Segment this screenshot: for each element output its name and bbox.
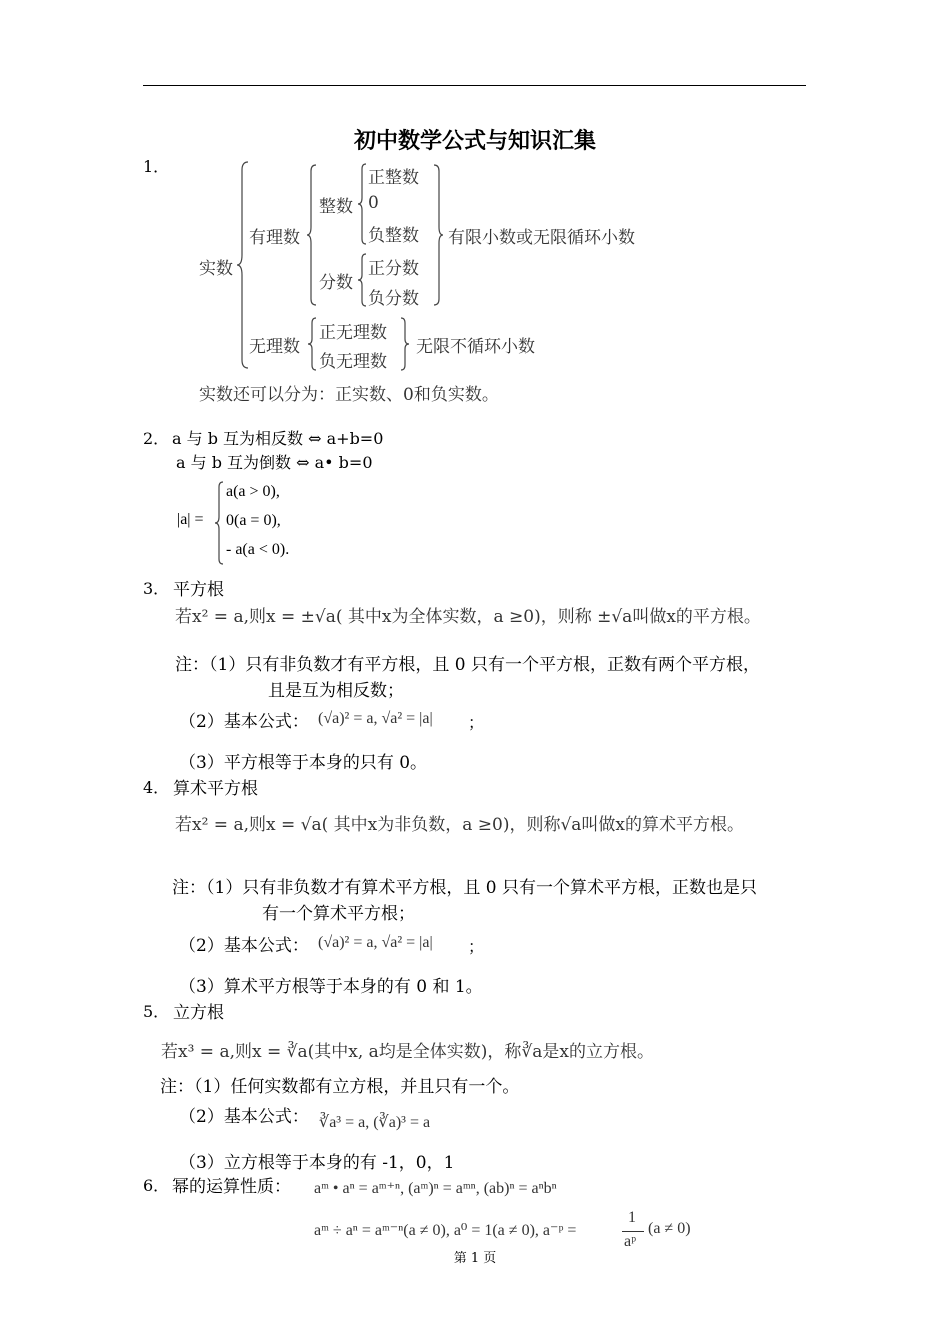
section-6-number: 6． (143, 1176, 170, 1195)
opposite-number-rule: a 与 b 互为相反数 ⇔ a+b=0 (172, 429, 384, 448)
section-3-heading: 平方根 (173, 580, 224, 600)
label-zero: 0 (368, 193, 379, 213)
square-root-definition: 若x² = a,则x = ±√a( 其中x为全体实数，a ≥0)，则称 ±√a叫做x的平方根。 (175, 607, 761, 627)
section-5-heading: 立方根 (173, 1003, 224, 1023)
arithmetic-root-note-1: 注：（1）只有非负数才有算术平方根，且 0 只有一个算术平方根，正数也是只 (172, 878, 757, 898)
power-rules-fraction-bar (622, 1231, 644, 1232)
power-rules-line-2: aᵐ ÷ aⁿ = aᵐ⁻ⁿ(a ≠ 0), a⁰ = 1(a ≠ 0), a⁻ᵖ = (314, 1222, 577, 1239)
section-6-heading: 幂的运算性质： (172, 1177, 291, 1197)
label-rational: 有理数 (249, 228, 300, 248)
label-integer: 整数 (319, 197, 353, 217)
cube-root-note-1: 注：（1）任何实数都有立方根，并且只有一个。 (160, 1077, 520, 1097)
label-negative-fraction: 负分数 (368, 289, 419, 309)
page-title: 初中数学公式与知识汇集 (353, 128, 596, 154)
label-positive-fraction: 正分数 (368, 259, 419, 279)
arithmetic-root-note-2-label: （2）基本公式： (179, 936, 309, 956)
cube-root-definition: 若x³ = a,则x = ∛a(其中x, a均是全体实数)，称∛a是x的立方根。 (161, 1042, 654, 1062)
real-number-note: 实数还可以分为：正实数、0和负实数。 (199, 385, 499, 405)
right-brace-rational (432, 163, 444, 307)
section-4-heading: 算术平方根 (173, 779, 258, 799)
square-root-note-1-continued: 且是互为相反数； (268, 681, 404, 701)
section-1-number: 1． (143, 157, 170, 176)
label-positive-irrational: 正无理数 (319, 323, 387, 343)
absolute-value-case-zero: 0(a = 0), (226, 512, 281, 529)
brace-fraction (357, 252, 367, 308)
brace-integer (357, 162, 367, 246)
power-rules-line-1: aᵐ • aⁿ = aᵐ⁺ⁿ, (aᵐ)ⁿ = aᵐⁿ, (ab)ⁿ = aⁿbⁿ (314, 1180, 557, 1197)
square-root-note-3: （3）平方根等于本身的只有 0。 (179, 753, 428, 773)
power-rules-line-2-end: (a ≠ 0) (648, 1220, 691, 1237)
square-root-note-1: 注：（1）只有非负数才有平方根，且 0 只有一个平方根，正数有两个平方根， (175, 655, 760, 675)
section-5-number: 5． (143, 1002, 170, 1021)
label-positive-integer: 正整数 (368, 168, 419, 188)
section-3-number: 3． (143, 579, 170, 598)
cube-root-formula: ∛a³ = a, (∛a)³ = a (319, 1114, 431, 1131)
cube-root-note-3: （3）立方根等于本身的有 -1，0，1 (179, 1153, 455, 1173)
brace-irrational (307, 316, 317, 372)
arithmetic-root-formula: (√a)² = a, √a² = |a| (318, 934, 433, 951)
power-rules-fraction-numerator: 1 (628, 1209, 636, 1226)
irrational-description: 无限不循环小数 (416, 337, 535, 357)
label-negative-integer: 负整数 (368, 226, 419, 246)
label-fraction: 分数 (319, 273, 353, 293)
page-footer: 第 1 页 (453, 1251, 497, 1266)
label-real: 实数 (199, 259, 233, 279)
square-root-note-2-label: （2）基本公式： (179, 712, 309, 732)
rational-description: 有限小数或无限循环小数 (448, 228, 635, 248)
section-2-number: 2． (143, 429, 170, 448)
power-rules-fraction-denominator: aᵖ (624, 1233, 637, 1250)
right-brace-irrational (400, 316, 410, 372)
section-4-number: 4． (143, 778, 170, 797)
header-rule (143, 85, 806, 86)
arithmetic-root-note-3: （3）算术平方根等于本身的有 0 和 1。 (179, 977, 483, 997)
brace-rational (306, 163, 318, 307)
absolute-value-case-positive: a(a > 0), (226, 483, 280, 500)
brace-real (236, 160, 250, 370)
label-negative-irrational: 负无理数 (319, 352, 387, 372)
absolute-value-lhs: |a| = (177, 511, 204, 528)
square-root-formula: (√a)² = a, √a² = |a| (318, 710, 433, 727)
arithmetic-root-definition: 若x² = a,则x = √a( 其中x为非负数，a ≥0)，则称√a叫做x的算术平方根。 (175, 815, 745, 835)
brace-absolute-value (214, 480, 224, 566)
square-root-formula-end: ； (468, 713, 485, 732)
arithmetic-root-formula-end: ； (468, 937, 485, 956)
reciprocal-rule: a 与 b 互为倒数 ⇔ a• b=0 (176, 453, 373, 472)
label-irrational: 无理数 (249, 337, 300, 357)
arithmetic-root-note-1-continued: 有一个算术平方根； (262, 904, 415, 924)
absolute-value-case-negative: - a(a < 0). (226, 541, 290, 558)
cube-root-note-2-label: （2）基本公式： (179, 1107, 309, 1127)
